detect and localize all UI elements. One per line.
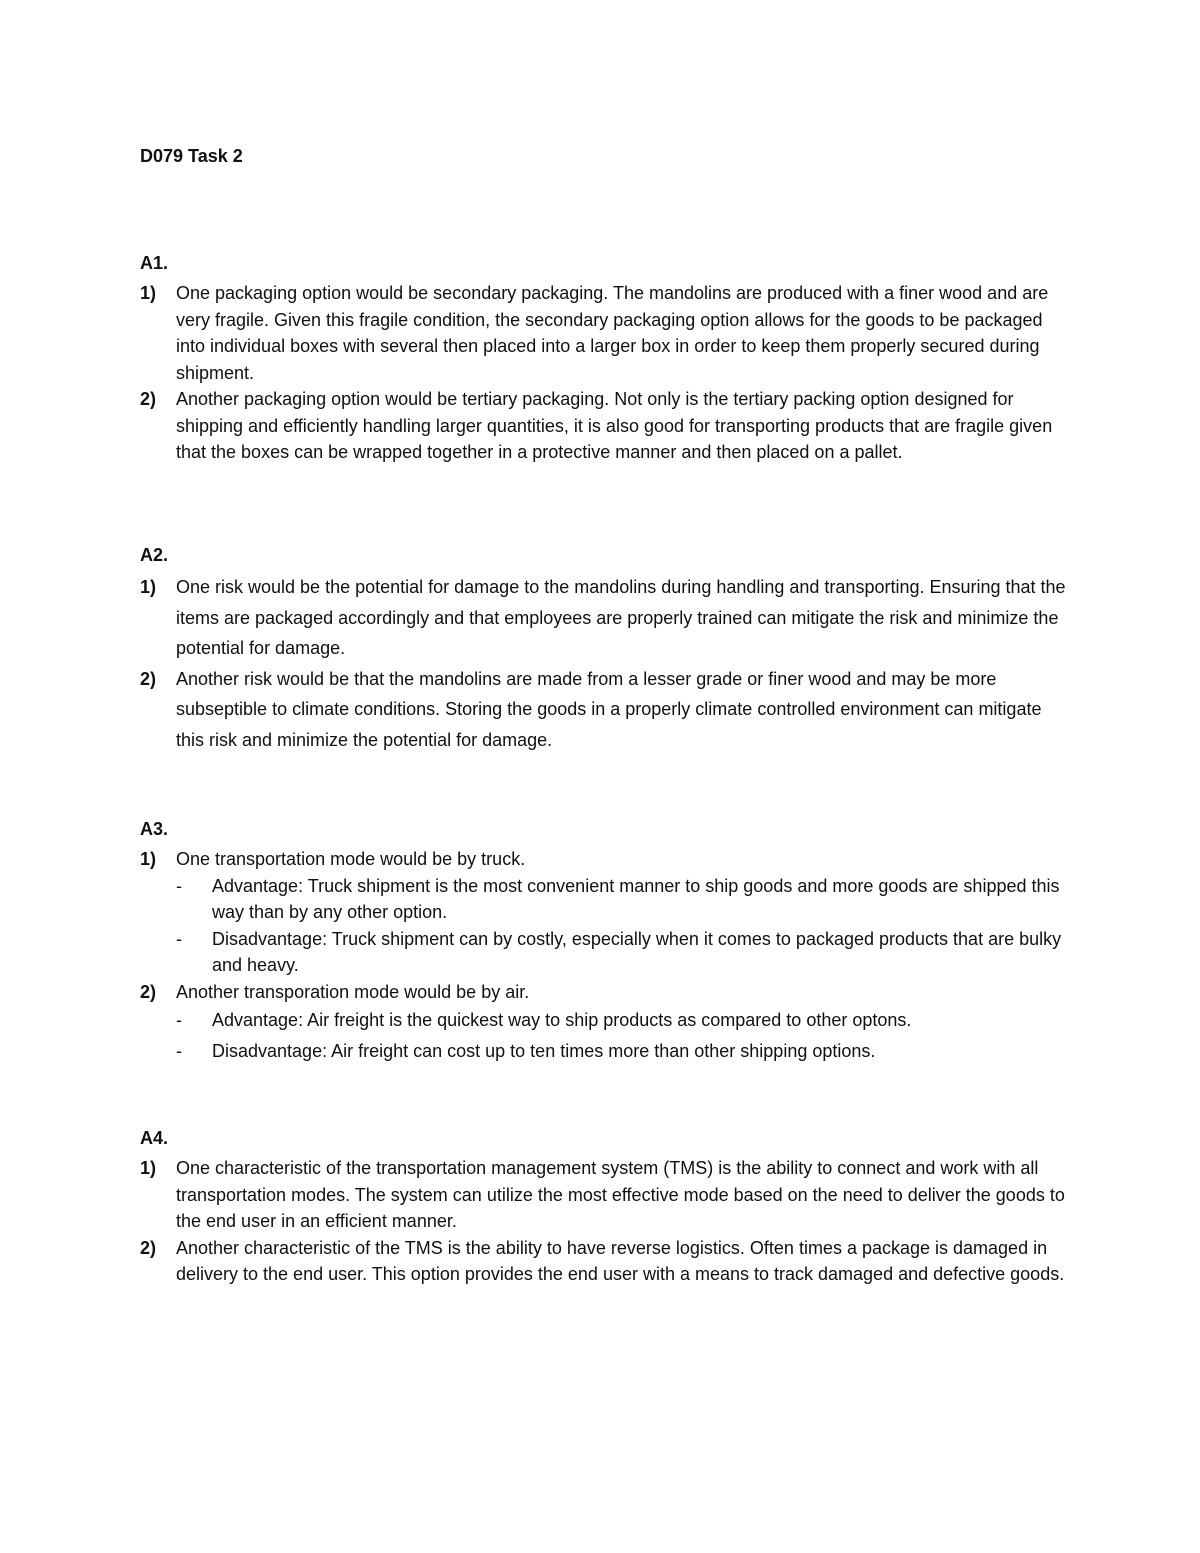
sub-item-disadvantage: [176, 1036, 1070, 1067]
item-number: 2): [140, 981, 157, 1002]
item-text: One transportation mode would be by truck.: [176, 849, 526, 869]
list-item: [140, 572, 1070, 664]
dash-bullet: -: [176, 1010, 182, 1030]
sub-item-advantage: [176, 873, 1070, 926]
item-number: 2): [140, 389, 157, 409]
list-item: [140, 979, 1070, 1006]
dash-bullet: -: [176, 875, 182, 896]
dash-bullet: -: [176, 928, 182, 949]
list-item: [140, 386, 1070, 466]
item-text: Another packaging option would be tertiary packaging. Not only is the tertiary packing option designed for shipping and efficiently handling larger quantities, it is also good for transporting products that are fragile given that the boxes can be wrapped together in a protective manner and then placed on a pallet.: [176, 389, 1053, 462]
item-number: 1): [140, 577, 157, 597]
sub-item-disadvantage: [176, 926, 1070, 979]
sub-item-text: Advantage: Air freight is the quickest way to ship products as compared to other optons.: [212, 1010, 912, 1030]
item-text: One characteristic of the transportation management system (TMS) is the ability to connect and work with all transportation modes. The system can utilize the most effective mode based on the need to deliver the goods to the end user in an efficient manner.: [176, 1158, 1065, 1231]
list-item: [140, 1155, 1070, 1235]
section-a4: [140, 1125, 1070, 1288]
item-number: 1): [140, 283, 157, 303]
section-heading: A1.: [140, 253, 169, 273]
dash-bullet: -: [176, 1041, 182, 1061]
item-text: Another risk would be that the mandolins are made from a lesser grade or finer wood and may be more subseptible to climate conditions. Storing the goods in a properly climate controlled environment can mitigate this risk and minimize the potential for damage.: [176, 668, 1042, 750]
section-heading: A2.: [140, 545, 169, 565]
item-number: 1): [140, 849, 157, 869]
list-item: [140, 280, 1070, 386]
section-heading: A4.: [140, 1128, 169, 1148]
section-heading: A3.: [140, 819, 169, 839]
section-a1: [140, 250, 1070, 466]
item-number: 2): [140, 1237, 157, 1258]
sub-item-text: Disadvantage: Air freight can cost up to ten times more than other shipping options.: [212, 1041, 876, 1061]
section-a3: [140, 816, 1070, 1067]
list-item: [140, 1235, 1070, 1288]
sub-item-text: Disadvantage: Truck shipment can by costly, especially when it comes to packaged products that are bulky and heavy.: [212, 928, 1062, 975]
document-title: D079 Task 2: [140, 146, 243, 166]
item-text: Another characteristic of the TMS is the ability to have reverse logistics. Often times a package is damaged in delivery to the end user. This option provides the end user with a means to track damaged and defective goods.: [176, 1237, 1065, 1284]
item-text: Another transporation mode would be by air.: [176, 981, 530, 1002]
sub-item-text: Advantage: Truck shipment is the most convenient manner to ship goods and more goods are shipped this way than by any other option.: [212, 875, 1060, 922]
item-text: One risk would be the potential for damage to the mandolins during handling and transporting. Ensuring that the items are packaged accordingly and that employees are properly trained can mitigate the risk and minimize the potential for damage.: [176, 577, 1066, 658]
item-number: 1): [140, 1158, 157, 1178]
list-item: [140, 664, 1070, 756]
sub-item-advantage: [176, 1005, 1070, 1036]
item-text: One packaging option would be secondary packaging. The mandolins are produced with a finer wood and are very fragile. Given this fragile condition, the secondary packaging option allows for the goods to be packaged into individual boxes with several then placed into a larger box in order to keep them properly secured during shipment.: [176, 283, 1049, 383]
list-item: [140, 846, 1070, 873]
item-number: 2): [140, 668, 157, 689]
section-a2: [140, 542, 1070, 755]
